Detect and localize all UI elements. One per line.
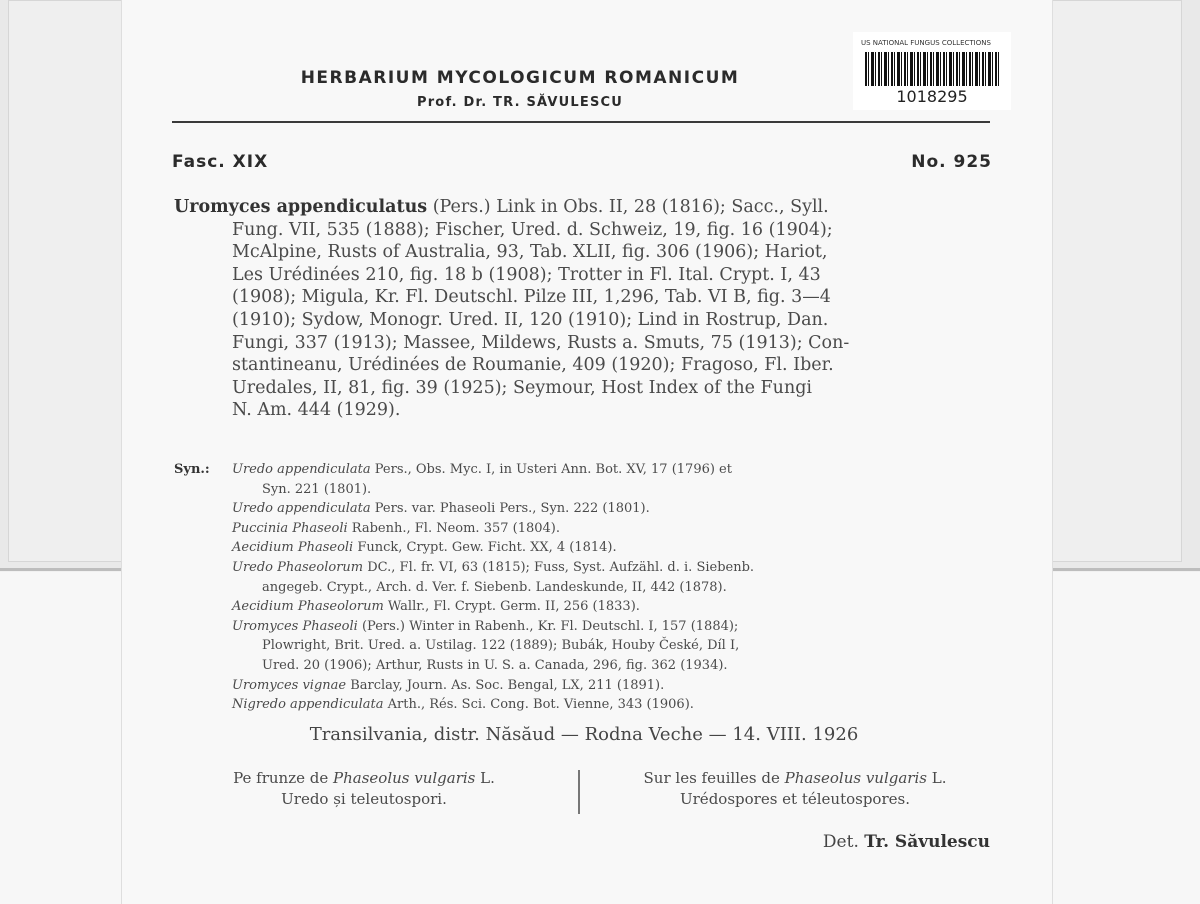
specimen-number: No. 925 [911,152,992,172]
host-romanian-spores: Uredo și teleutospori. [281,790,447,808]
barcode-number: 1018295 [896,87,968,106]
host-ro-author: L. [475,769,495,787]
header-subtitle: Prof. Dr. TR. SĂVULESCU [416,95,624,110]
host-french-spores: Urédospores et téleutospores. [680,790,910,808]
synonym-row [174,558,994,578]
citation-line: stantineanu, Urédinées de Roumanie, 409 (1920); Fragoso, Fl. Iber. [232,355,834,376]
host-fr-prefix: Sur les feuilles de [643,769,785,787]
citation-line: Fungi, 337 (1913); Massee, Mildews, Rusts a. Smuts, 75 (1913); Con- [232,332,850,353]
synonym-row [174,460,994,480]
synonym-row [174,676,994,696]
synonym-name: Uromyces Phaseoli [232,618,358,634]
synonym-citation: Syn. 221 (1801). [262,481,372,497]
citation-line: (1910); Sydow, Monogr. Ured. II, 120 (1910); Lind in Rostrup, Dan. [232,309,829,330]
citation-line-rest: (Pers.) Link in Obs. II, 28 (1816); Sacc., Syll. [427,197,829,217]
species-citation [174,196,994,422]
header-rule [172,121,990,123]
synonym-name: Aecidium Phaseolorum [232,599,384,615]
synonym-name: Uredo Phaseolorum [232,559,364,575]
synonym-citation: Wallr., Fl. Crypt. Germ. II, 256 (1833). [383,599,640,615]
synonym-row [174,597,994,617]
species-name: Uromyces appendiculatus [174,197,428,217]
host-divider [578,770,580,814]
synonym-row [174,656,994,676]
citation-line: (1908); Migula, Kr. Fl. Deutschl. Pilze III, 1,296, Tab. VI B, fig. 3—4 [232,287,831,308]
synonym-row [174,480,994,500]
synonym-row [174,499,994,519]
synonym-citation: Rabenh., Fl. Neom. 357 (1804). [347,520,561,536]
barcode-bars [865,52,999,86]
determiner-prefix: Det. [822,832,865,852]
synonym-citation: (Pers.) Winter in Rabenh., Kr. Fl. Deutschl. I, 157 (1884); [357,618,739,634]
citation-line: Les Urédinées 210, fig. 18 b (1908); Trotter in Fl. Ital. Crypt. I, 43 [232,264,821,285]
host-fr-author: L. [926,769,947,787]
host-ro-species: Phaseolus vulgaris [333,769,476,787]
synonym-name: Uredo appendiculata [232,462,371,477]
citation-line: N. Am. 444 (1929). [232,400,401,421]
synonym-citation: Funck, Crypt. Gew. Ficht. XX, 4 (1814). [353,540,617,556]
host-romanian [174,768,554,810]
barcode-caption: US NATIONAL FUNGUS COLLECTIONS [861,39,991,47]
determiner-name: Tr. Săvulescu [864,832,990,852]
synonym-citation: angegeb. Crypt., Arch. d. Ver. f. Siebenb. Landeskunde, II, 442 (1878). [262,579,727,595]
citation-line: McAlpine, Rusts of Australia, 93, Tab. XLII, fig. 306 (1906); Hariot, [232,242,828,263]
synonym-citation: Barclay, Journ. As. Soc. Bengal, LX, 211 (1891). [346,677,665,693]
synonym-row [174,519,994,539]
header-title: HERBARIUM MYCOLOGICUM ROMANICUM [300,68,740,88]
synonym-name: Puccinia Phaseoli [232,520,348,536]
synonym-citation: Pers., Obs. Myc. I, in Usteri Ann. Bot. XV, 17 (1796) et [370,462,732,477]
synonym-row [174,695,994,715]
citation-line: Fung. VII, 535 (1888); Fischer, Ured. d. Schweiz, 19, fig. 16 (1904); [232,219,833,240]
barcode-label [853,32,1011,110]
host-fr-species: Phaseolus vulgaris [784,769,927,787]
host-french-line [598,768,992,789]
collection-locality: Transilvania, distr. Năsăud — Rodna Veche — 14. VIII. 1926 [309,724,859,745]
synonym-citation: Ured. 20 (1906); Arthur, Rusts in U. S. a. Canada, 296, fig. 362 (1934). [262,657,728,673]
synonym-label: Syn.: [174,462,210,477]
synonym-list [174,460,994,715]
synonym-row [174,636,994,656]
citation-line: Uredales, II, 81, fig. 39 (1925); Seymour, Host Index of the Fungi [232,377,813,398]
citation-line [174,196,994,219]
synonym-citation: Plowright, Brit. Ured. a. Ustilag. 122 (1889); Bubák, Houby České, Díl I, [262,638,740,654]
synonym-name: Uredo appendiculata [232,501,371,517]
synonym-row [174,538,994,558]
fascicle-label: Fasc. XIX [172,152,269,172]
synonym-name: Nigredo appendiculata [232,697,384,713]
determiner [823,832,990,852]
host-romanian-line [174,768,554,789]
host-french [598,768,992,810]
synonym-citation: Arth., Rés. Sci. Cong. Bot. Vienne, 343 (1906). [383,697,694,713]
synonym-row [174,578,994,598]
synonym-citation: DC., Fl. fr. VI, 63 (1815); Fuss, Syst. Aufzähl. d. i. Siebenb. [363,559,755,575]
synonym-name: Uromyces vignae [232,677,347,693]
synonym-name: Aecidium Phaseoli [232,540,354,556]
synonym-row [174,617,994,637]
host-ro-prefix: Pe frunze de [233,769,334,787]
synonym-citation: Pers. var. Phaseoli Pers., Syn. 222 (1801). [370,501,650,517]
synonym-rows [174,460,994,715]
